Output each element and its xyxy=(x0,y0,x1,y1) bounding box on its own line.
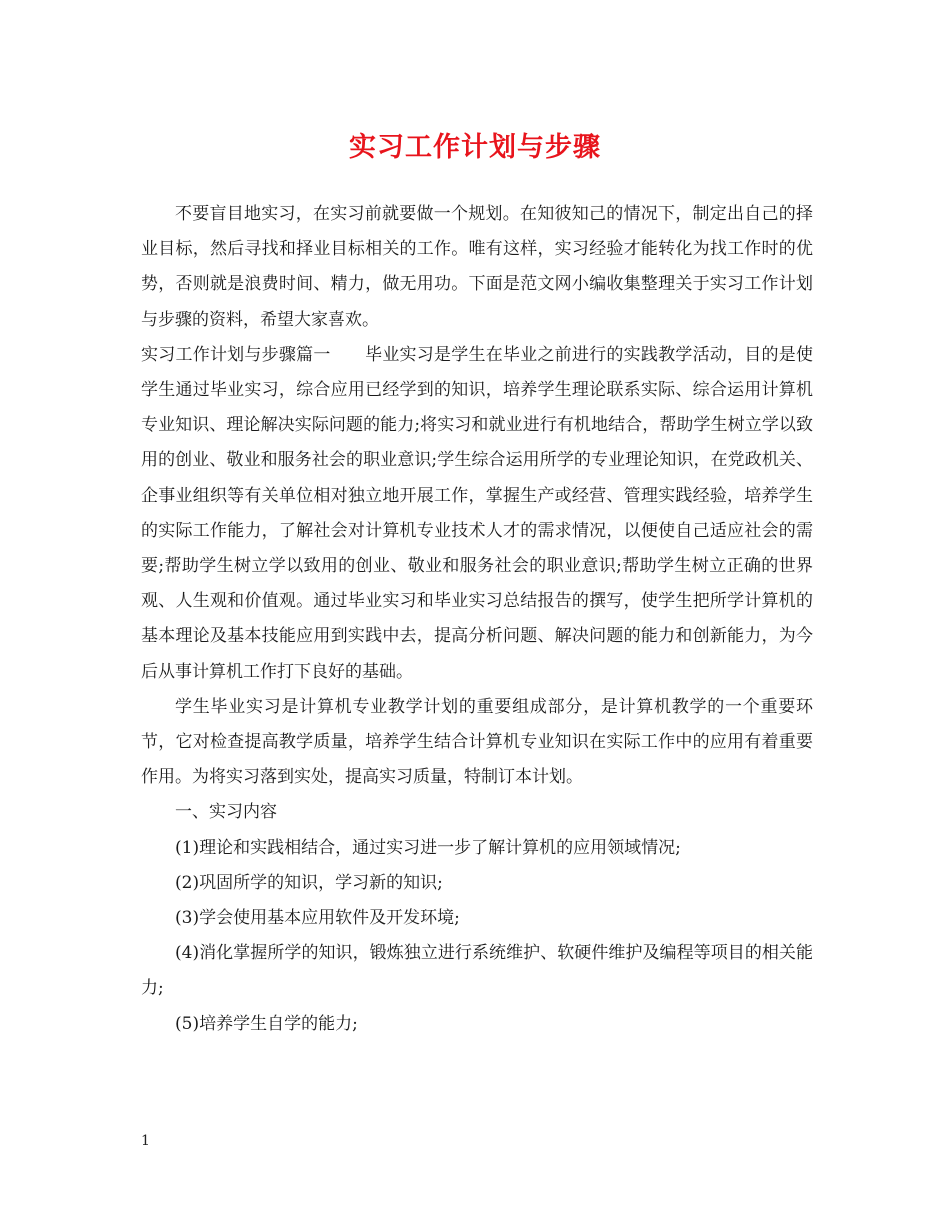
section-heading-content: 一、实习内容 xyxy=(175,802,277,823)
list-item-3: (3)学会使用基本应用软件及开发环境; xyxy=(175,908,460,929)
plan-purpose-paragraph: 学生毕业实习是计算机专业教学计划的重要组成部分，是计算机教学的一个重要环节，它对检查提高教学质量，培养学生结合计算机专业知识在实际工作中的应用有着重要作用。为将实习落到实处，提高实习质量，特制订本计划。 xyxy=(141,696,813,788)
list-item-4: (4)消化掌握所学的知识，锻炼独立进行系统维护、软硬件维护及编程等项目的相关能力; xyxy=(141,943,813,999)
document-title: 实习工作计划与步骤 xyxy=(349,132,601,163)
intro-paragraph: 不要盲目地实习，在实习前就要做一个规划。在知彼知己的情况下，制定出自己的择业目标，然后寻找和择业目标相关的工作。唯有这样，实习经验才能转化为找工作时的优势，否则就是浪费时间、精力，做无用功。下面是范文网小编收集整理关于实习工作计划与步骤的资料，希望大家喜欢。 xyxy=(141,204,813,330)
page-number: 1 xyxy=(141,1133,150,1149)
list-item-5: (5)培养学生自学的能力; xyxy=(175,1013,358,1034)
list-item-1: (1)理论和实践相结合，通过实习进一步了解计算机的应用领域情况; xyxy=(175,837,681,858)
list-item-2: (2)巩固所学的知识，学习新的知识; xyxy=(175,872,443,893)
document-body xyxy=(141,197,813,1042)
section-one-paragraph: 实习工作计划与步骤篇一 毕业实习是学生在毕业之前进行的实践教学活动，目的是使学生通过毕业实习，综合应用已经学到的知识，培养学生理论联系实际、综合运用计算机专业知识、理论解决实际问题的能力;将实习和就业进行有机地结合，帮助学生树立学以致用的创业、敬业和服务社会的职业意识;学生综合运用所学的专业理论知识，在党政机关、企事业组织等有关单位相对独立地开展工作，掌握生产或经营、管理实践经验，培养学生的实际工作能力，了解社会对计算机专业技术人才的需求情况，以便使自己适应社会的需要;帮助学生树立学以致用的创业、敬业和服务社会的职业意识;帮助学生树立正确的世界观、人生观和价值观。通过毕业实习和毕业实习总结报告的撰写，使学生把所学计算机的基本理论及基本技能应用到实践中去，提高分析问题、解决问题的能力和创新能力，为今后从事计算机工作打下良好的基础。 xyxy=(141,344,813,682)
